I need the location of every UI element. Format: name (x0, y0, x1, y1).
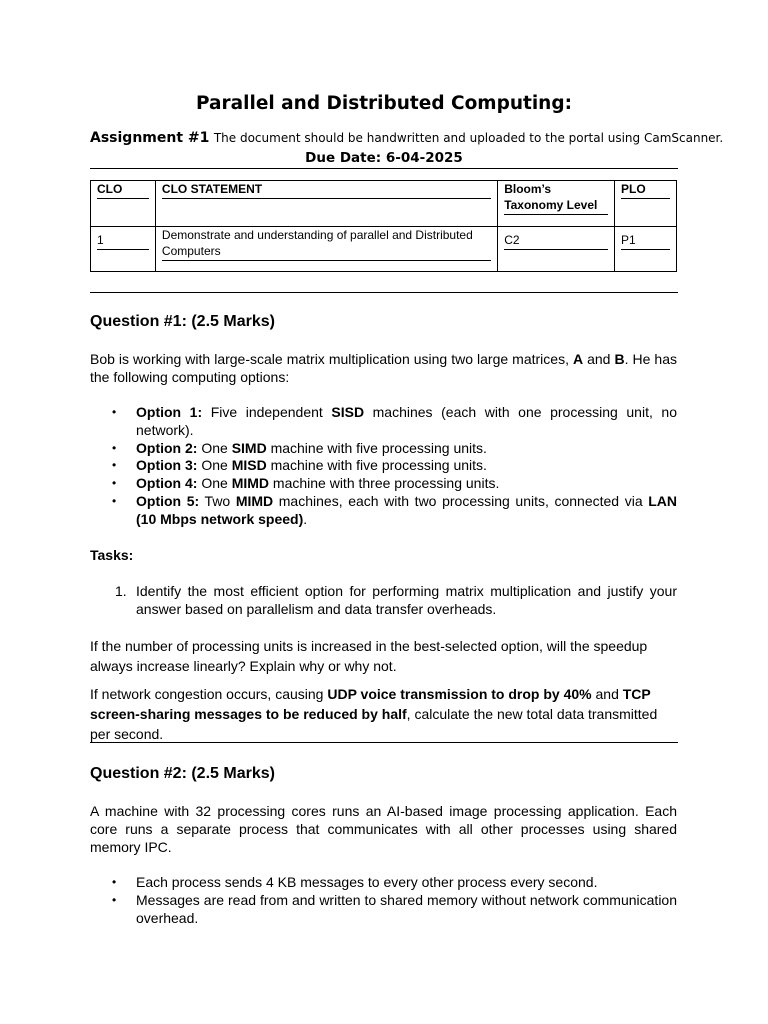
blooms-header-cell: Bloom’s Taxonomy Level (498, 181, 615, 227)
plo-cell: P1 (615, 227, 677, 272)
assignment-label: Assignment #1 (90, 130, 210, 146)
question-1-intro: Bob is working with large-scale matrix multiplication using two large matrices, A and B. He has the following computing options: (90, 351, 677, 385)
congestion-paragraph: If network congestion occurs, causing UDP voice transmission to drop by 40% and TCP screen-sharing messages to be reduced by half, calculate the new total data transmitted per second. (90, 686, 658, 742)
list-item: • Option 4: One MIMD machine with three processing units. (90, 475, 677, 493)
divider (90, 292, 678, 293)
question-1-heading: Question #1: (2.5 Marks) (90, 313, 275, 330)
clo-statement-header-cell: CLO STATEMENT (155, 181, 497, 227)
blooms-level-cell: C2 (498, 227, 615, 272)
divider (90, 168, 678, 169)
assignment-line (90, 129, 724, 147)
clo-number-cell: 1 (91, 227, 156, 272)
due-date: Due Date: 6-04-2025 (305, 150, 463, 166)
question-2-heading: Question #2: (2.5 Marks) (90, 765, 275, 782)
tasks-label: Tasks: (90, 547, 134, 563)
table-row (91, 227, 677, 272)
clo-table (90, 180, 677, 272)
speedup-paragraph: If the number of processing units is increased in the best-selected option, will the speedup always increase linearly? Explain why or why not. (90, 638, 648, 674)
question-2-intro: A machine with 32 processing cores runs an AI-based image processing application. Each core runs a separate process that communicates with all other processes using shared memory IPC. (90, 803, 677, 855)
list-item: • Option 1: Five independent SISD machines (each with one processing unit, no network). (90, 404, 677, 440)
list-item: • Messages are read from and written to shared memory without network communication overhead. (90, 892, 677, 928)
list-item: • Option 2: One SIMD machine with five processing units. (90, 440, 677, 458)
list-item: • Each process sends 4 KB messages to every other process every second. (90, 874, 677, 892)
q2-bullets (90, 874, 677, 927)
clo-table-header-row (91, 181, 677, 227)
clo-statement-cell: Demonstrate and understanding of parallel and Distributed Computers (155, 227, 497, 272)
divider (90, 742, 678, 743)
assignment-note: The document should be handwritten and uploaded to the portal using CamScanner. (213, 131, 724, 145)
clo-header-cell: CLO (91, 181, 156, 227)
tasks-list (90, 583, 677, 619)
list-item: • Option 5: Two MIMD machines, each with two processing units, connected via LAN (10 Mbps network speed). (90, 493, 677, 529)
document-title: Parallel and Distributed Computing: (196, 93, 572, 114)
plo-header-cell: PLO (615, 181, 677, 227)
options-list (90, 404, 677, 529)
list-item: • Option 3: One MISD machine with five processing units. (90, 457, 677, 475)
list-item: 1. Identify the most efficient option for performing matrix multiplication and justify your answer based on parallelism and data transfer overheads. (115, 583, 677, 617)
